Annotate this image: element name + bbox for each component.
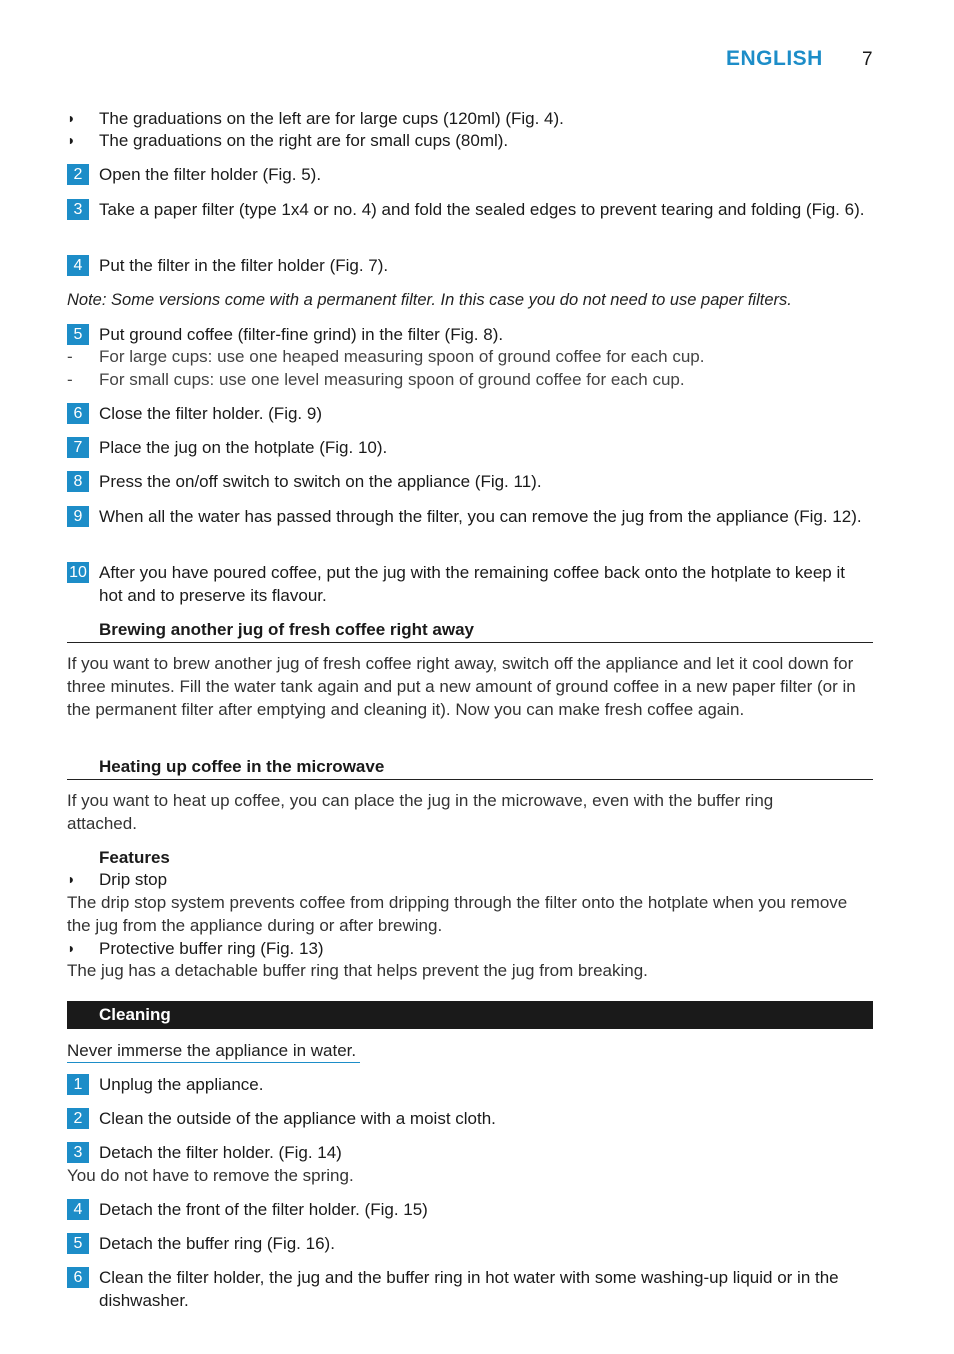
warning-text: Never immerse the appliance in water. <box>67 1039 360 1063</box>
list-item: ◗ The graduations on the left are for large cups (120ml) (Fig. 4). <box>67 109 564 128</box>
step-item: 4 Put the filter in the filter holder (Fig. 7). <box>67 254 867 277</box>
step-number: 6 <box>67 1267 89 1288</box>
step-item: 6 Clean the filter holder, the jug and the buffer ring in hot water with some washing-up liquid or in the dishwasher. <box>67 1266 867 1312</box>
step-item: 6 Close the filter holder. (Fig. 9) <box>67 402 867 425</box>
sub-item: - For large cups: use one heaped measuring spoon of ground coffee for each cup. <box>67 347 705 366</box>
step-item: 10 After you have poured coffee, put the jug with the remaining coffee back onto the hotplate to keep it hot and to preserve its flavour. <box>67 561 867 607</box>
list-item: ◗ The graduations on the right are for small cups (80ml). <box>67 131 509 150</box>
features-heading: Features <box>99 848 170 867</box>
step-item: 3 Take a paper filter (type 1x4 or no. 4) and fold the sealed edges to prevent tearing and folding (Fig. 6). <box>67 198 867 221</box>
step-number: 5 <box>67 324 89 345</box>
step-number: 3 <box>67 199 89 220</box>
section-heading-brewing: Brewing another jug of fresh coffee right away <box>67 618 873 643</box>
brewing-body: If you want to brew another jug of fresh coffee right away, switch off the appliance and let it cool down for three minutes. Fill the water tank again and put a new amount of ground coffee in a new paper filter (or in the permanent filter after emptying and cleaning it). Now you can make fresh coffee again. <box>67 654 856 719</box>
step-number: 2 <box>67 1108 89 1129</box>
bullet-icon: ◗ <box>67 940 76 956</box>
step-number: 7 <box>67 437 89 458</box>
step-item: 2 Clean the outside of the appliance with a moist cloth. <box>67 1107 867 1130</box>
step-number: 1 <box>67 1074 89 1095</box>
step-number: 9 <box>67 506 89 527</box>
step-item: 5 Detach the buffer ring (Fig. 16). <box>67 1232 867 1255</box>
step-item: 3 Detach the filter holder. (Fig. 14) <box>67 1141 867 1164</box>
step-item: 1 Unplug the appliance. <box>67 1073 867 1096</box>
feature-item: ◗ Drip stop <box>67 870 168 889</box>
step-number: 3 <box>67 1142 89 1163</box>
step-item: 7 Place the jug on the hotplate (Fig. 10). <box>67 436 867 459</box>
feature-body: The drip stop system prevents coffee from dripping through the filter onto the hotplate when you remove the jug from the appliance during or after brewing. <box>67 893 848 935</box>
page-number: 7 <box>862 49 873 70</box>
step-item: 5 Put ground coffee (filter-fine grind) in the filter (Fig. 8). <box>67 323 867 346</box>
step-number: 5 <box>67 1233 89 1254</box>
section-heading-microwave: Heating up coffee in the microwave <box>67 755 873 780</box>
bullet-icon: ◗ <box>67 132 76 148</box>
feature-item: ◗ Protective buffer ring (Fig. 13) <box>67 939 324 958</box>
sub-item: - For small cups: use one level measuring spoon of ground coffee for each cup. <box>67 370 685 389</box>
note-text: Note: Some versions come with a permanent filter. In this case you do not need to use paper filters. <box>67 291 792 309</box>
bullet-icon: ◗ <box>67 871 76 887</box>
feature-body: The jug has a detachable buffer ring that helps prevent the jug from breaking. <box>67 961 648 980</box>
step-number: 2 <box>67 164 89 185</box>
step-number: 4 <box>67 255 89 276</box>
step-number: 6 <box>67 403 89 424</box>
step-item: 8 Press the on/off switch to switch on the appliance (Fig. 11). <box>67 470 867 493</box>
language-label: ENGLISH <box>726 47 823 70</box>
step-item: 4 Detach the front of the filter holder. (Fig. 15) <box>67 1198 867 1221</box>
step-note: You do not have to remove the spring. <box>67 1166 354 1185</box>
microwave-body: If you want to heat up coffee, you can place the jug in the microwave, even with the buffer ring attached. <box>67 791 774 833</box>
step-number: 8 <box>67 471 89 492</box>
step-item: 9 When all the water has passed through the filter, you can remove the jug from the appliance (Fig. 12). <box>67 505 867 528</box>
bullet-icon: ◗ <box>67 110 76 126</box>
step-number: 4 <box>67 1199 89 1220</box>
section-heading-cleaning: Cleaning <box>67 1001 873 1029</box>
step-number: 10 <box>67 562 89 583</box>
step-item: 2 Open the filter holder (Fig. 5). <box>67 163 867 186</box>
